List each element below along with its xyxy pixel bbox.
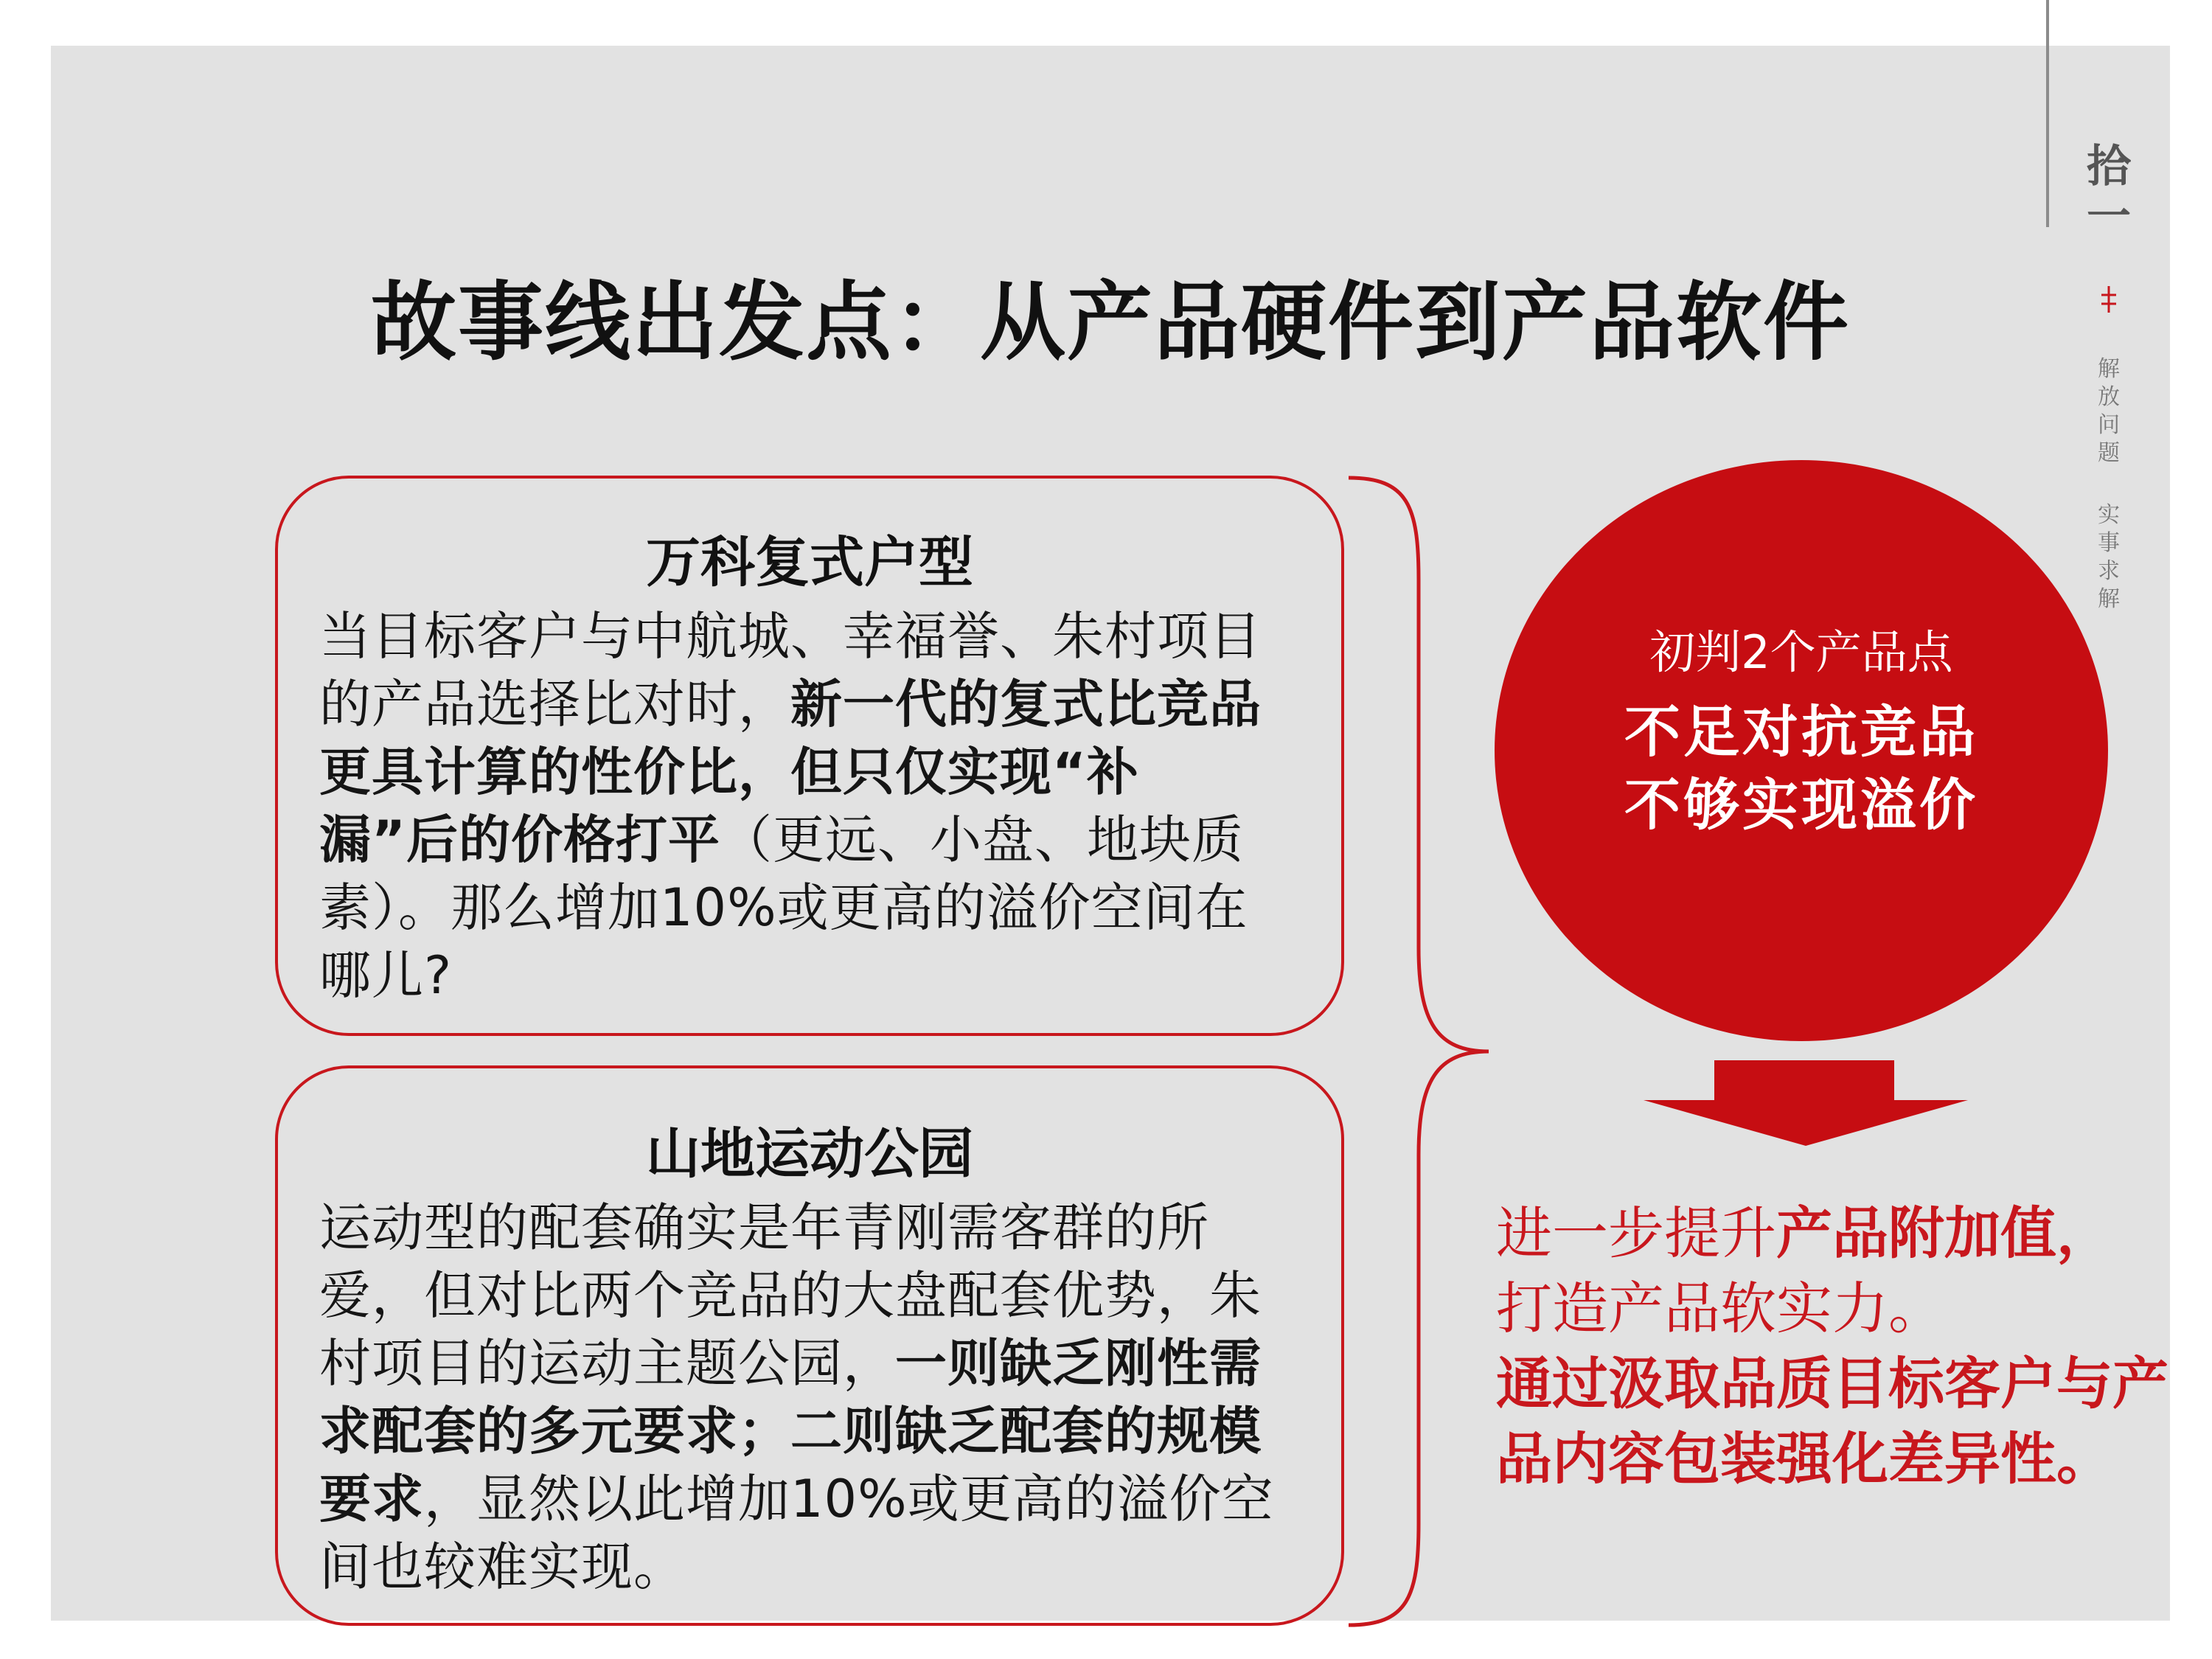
section-number: 拾 [2087,141,2131,192]
section-number: 一 [2087,191,2131,243]
card-heading: 万科复式户型 [646,531,973,594]
card-body-emphasis: 一则缺乏刚性需求配套的多元要求；二则缺乏配套的规模要求 [319,1333,1262,1529]
conclusion-circle [1495,460,2108,1041]
card-body [319,602,1278,1009]
card-body-text: 当目标客户与中航城、幸福誉、朱村项目的产品选择比对时， [319,606,1262,734]
circle-line: 不足对抗竞品 [1624,699,1978,765]
side-label: 实事求解 [2098,502,2120,612]
conclusion-emphasis: 通过汲取品质目标客户与产品内容包装强化差异性。 [1496,1351,2168,1492]
cross-mark-icon [2096,286,2122,313]
card-body [319,1194,1278,1601]
slide-background [51,46,2170,1621]
side-label: 解放问题 [2098,356,2120,466]
conclusion-emphasis: 产品附加值， [1776,1200,2112,1266]
side-divider [2046,0,2049,227]
conclusion-text [1496,1196,2204,1497]
down-arrow-icon [1644,1060,1968,1146]
card-vanke-duplex [275,476,1344,1036]
card-heading: 山地运动公园 [646,1122,973,1186]
circle-subtitle: 初判2个产品点 [1649,625,1953,679]
conclusion-part: 进一步提升 [1496,1200,1776,1266]
page-title: 故事线出发点：从产品硬件到产品软件 [371,273,1850,372]
card-body-text: 运动型的配套确实是年青刚需客群的所爱，但对比两个竞品的大盘配套优势，朱村项目的运动主题公园， [319,1197,1262,1394]
conclusion-part: 打造产品软实力。 [1496,1276,1944,1341]
card-body-text: （更远、小盘、地块质素）。那么增加10%或更高的溢价空间在哪儿? [319,810,1248,1006]
card-mountain-park [275,1065,1344,1626]
card-body-text: ，显然以此增加10%或更高的溢价空间也较难实现。 [319,1469,1274,1597]
card-body-emphasis: 新一代的复式比竞品更具计算的性价比，但只仅实现“补漏”后的价格打平 [319,674,1262,870]
circle-line: 不够实现溢价 [1624,772,1978,838]
right-brace [1349,476,1496,1627]
